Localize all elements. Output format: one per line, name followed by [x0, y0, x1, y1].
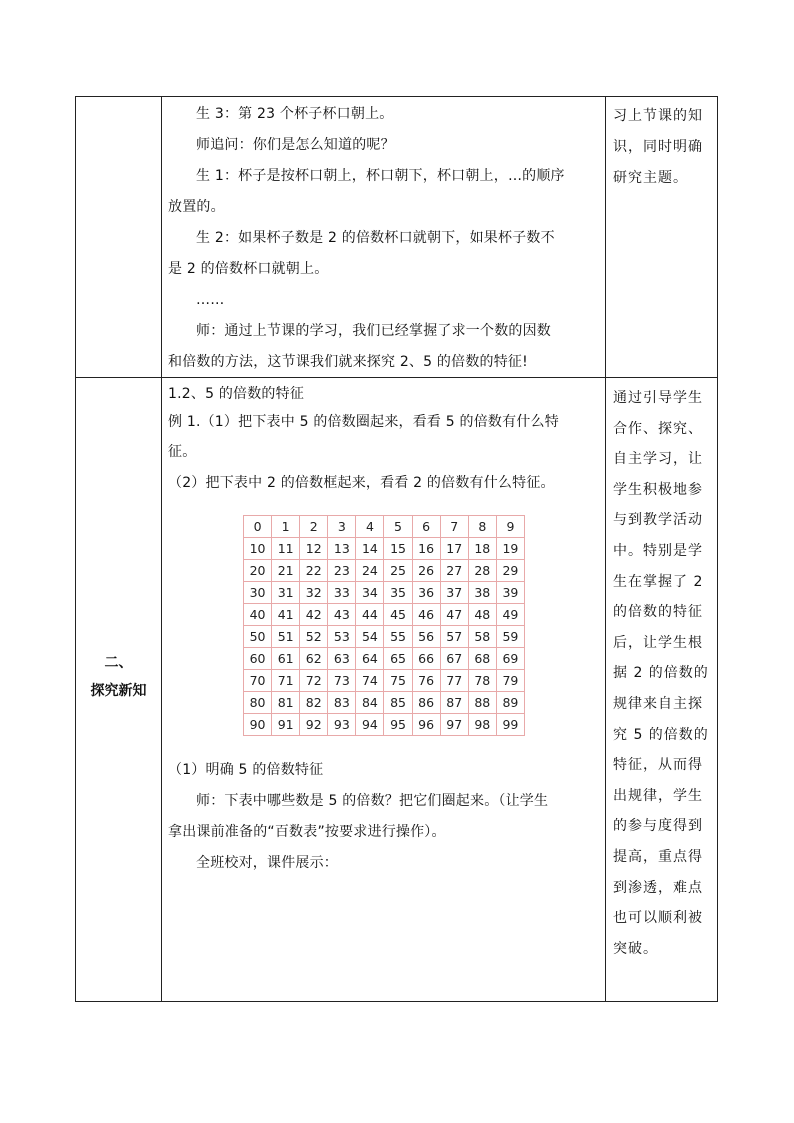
chart-cell: 3 — [328, 516, 356, 538]
chart-cell: 81 — [272, 692, 300, 714]
intent-line: 据 2 的倍数的 — [613, 665, 709, 682]
chart-cell: 62 — [300, 648, 328, 670]
chart-cell: 50 — [244, 626, 272, 648]
chart-cell: 57 — [440, 626, 468, 648]
chart-cell: 17 — [440, 538, 468, 560]
chart-cell: 93 — [328, 714, 356, 736]
chart-cell: 9 — [496, 516, 524, 538]
chart-cell: 7 — [440, 516, 468, 538]
chart-cell: 86 — [412, 692, 440, 714]
chart-cell: 72 — [300, 670, 328, 692]
chart-row — [244, 692, 525, 714]
chart-cell: 65 — [384, 648, 412, 670]
chart-cell: 51 — [272, 626, 300, 648]
chart-cell: 47 — [440, 604, 468, 626]
intent-line: 突破。 — [613, 940, 658, 957]
chart-row — [244, 714, 525, 736]
row2-content-after-chart — [168, 755, 598, 879]
row1-content — [168, 99, 598, 378]
row2-intent — [613, 383, 713, 964]
chart-cell: 2 — [300, 516, 328, 538]
chart-cell: 52 — [300, 626, 328, 648]
intent-line: 合作、探究、 — [613, 420, 703, 437]
chart-cell: 24 — [356, 560, 384, 582]
intent-line: 自主学习，让 — [613, 451, 703, 468]
chart-cell: 25 — [384, 560, 412, 582]
chart-cell: 35 — [384, 582, 412, 604]
chart-cell: 58 — [468, 626, 496, 648]
intent-line: 出规律，学生 — [613, 787, 703, 804]
chart-cell: 40 — [244, 604, 272, 626]
text-line: 师：下表中哪些数是 5 的倍数？把它们圈起来。（让学生 — [196, 793, 549, 809]
intent-line: 生在掌握了 2 — [613, 573, 704, 590]
chart-row — [244, 582, 525, 604]
chart-cell: 33 — [328, 582, 356, 604]
intent-line: 也可以顺利被 — [613, 910, 703, 927]
chart-cell: 29 — [496, 560, 524, 582]
column-divider — [605, 97, 606, 1001]
intent-line: 识，同时明确 — [613, 139, 703, 155]
chart-cell: 28 — [468, 560, 496, 582]
chart-cell: 45 — [384, 604, 412, 626]
chart-cell: 11 — [272, 538, 300, 560]
text-line: 全班校对，课件展示： — [196, 855, 338, 871]
chart-cell: 99 — [496, 714, 524, 736]
chart-cell: 89 — [496, 692, 524, 714]
chart-cell: 6 — [412, 516, 440, 538]
intent-line: 中。特别是学 — [613, 542, 703, 559]
chart-cell: 26 — [412, 560, 440, 582]
chart-cell: 43 — [328, 604, 356, 626]
section-heading: 1.2、5 的倍数的特征 — [168, 386, 305, 402]
stage-number: 二、 — [104, 655, 133, 671]
chart-cell: 16 — [412, 538, 440, 560]
chart-cell: 56 — [412, 626, 440, 648]
text-line: 征。 — [168, 444, 197, 460]
intent-line: 的倍数的特征 — [613, 604, 703, 621]
chart-cell: 21 — [272, 560, 300, 582]
text-line: 生 3：第 23 个杯子杯口朝上。 — [196, 106, 394, 122]
chart-cell: 73 — [328, 670, 356, 692]
chart-cell: 69 — [496, 648, 524, 670]
text-line: （1）明确 5 的倍数特征 — [168, 762, 324, 778]
chart-cell: 32 — [300, 582, 328, 604]
chart-cell: 8 — [468, 516, 496, 538]
chart-row — [244, 538, 525, 560]
chart-cell: 53 — [328, 626, 356, 648]
chart-cell: 15 — [384, 538, 412, 560]
chart-cell: 66 — [412, 648, 440, 670]
intent-line: 规律来自主探 — [613, 695, 703, 712]
hundred-chart — [243, 515, 525, 736]
chart-cell: 48 — [468, 604, 496, 626]
lesson-table — [75, 96, 718, 1002]
intent-line: 究 5 的倍数的 — [613, 726, 709, 743]
chart-cell: 42 — [300, 604, 328, 626]
chart-cell: 77 — [440, 670, 468, 692]
chart-cell: 98 — [468, 714, 496, 736]
chart-cell: 79 — [496, 670, 524, 692]
chart-cell: 80 — [244, 692, 272, 714]
chart-cell: 67 — [440, 648, 468, 670]
chart-row — [244, 648, 525, 670]
text-line: …… — [196, 292, 225, 308]
chart-cell: 49 — [496, 604, 524, 626]
text-line: 是 2 的倍数杯口就朝上。 — [168, 261, 329, 277]
chart-cell: 19 — [496, 538, 524, 560]
intent-line: 研究主题。 — [613, 170, 688, 186]
chart-cell: 64 — [356, 648, 384, 670]
text-line: 师：通过上节课的学习，我们已经掌握了求一个数的因数 — [196, 323, 551, 339]
text-line: 拿出课前准备的“百数表”按要求进行操作）。 — [168, 824, 446, 840]
intent-line: 通过引导学生 — [613, 390, 703, 406]
intent-line: 的参与度得到 — [613, 818, 703, 835]
chart-cell: 75 — [384, 670, 412, 692]
chart-cell: 39 — [496, 582, 524, 604]
chart-cell: 87 — [440, 692, 468, 714]
chart-cell: 78 — [468, 670, 496, 692]
chart-cell: 94 — [356, 714, 384, 736]
intent-line: 后，让学生根 — [613, 634, 703, 651]
chart-cell: 68 — [468, 648, 496, 670]
chart-cell: 5 — [384, 516, 412, 538]
chart-cell: 27 — [440, 560, 468, 582]
chart-cell: 4 — [356, 516, 384, 538]
chart-cell: 14 — [356, 538, 384, 560]
chart-cell: 63 — [328, 648, 356, 670]
chart-cell: 13 — [328, 538, 356, 560]
text-line: （2）把下表中 2 的倍数框起来，看看 2 的倍数有什么特征。 — [168, 475, 555, 491]
chart-cell: 90 — [244, 714, 272, 736]
chart-cell: 46 — [412, 604, 440, 626]
row1-intent — [613, 101, 713, 194]
chart-cell: 18 — [468, 538, 496, 560]
chart-cell: 96 — [412, 714, 440, 736]
chart-cell: 84 — [356, 692, 384, 714]
chart-cell: 71 — [272, 670, 300, 692]
chart-cell: 31 — [272, 582, 300, 604]
text-line: 师追问：你们是怎么知道的呢？ — [196, 137, 395, 153]
chart-row — [244, 670, 525, 692]
chart-cell: 0 — [244, 516, 272, 538]
chart-cell: 61 — [272, 648, 300, 670]
chart-row — [244, 516, 525, 538]
chart-cell: 22 — [300, 560, 328, 582]
text-line: 放置的。 — [168, 199, 225, 215]
chart-cell: 92 — [300, 714, 328, 736]
text-line: 生 1：杯子是按杯口朝上，杯口朝下，杯口朝上，…的顺序 — [196, 168, 565, 184]
chart-cell: 70 — [244, 670, 272, 692]
chart-cell: 88 — [468, 692, 496, 714]
text-line: 例 1.（1）把下表中 5 的倍数圈起来，看看 5 的倍数有什么特 — [168, 414, 559, 430]
chart-cell: 85 — [384, 692, 412, 714]
chart-cell: 44 — [356, 604, 384, 626]
chart-row — [244, 626, 525, 648]
chart-cell: 55 — [384, 626, 412, 648]
chart-cell: 74 — [356, 670, 384, 692]
chart-cell: 41 — [272, 604, 300, 626]
chart-cell: 12 — [300, 538, 328, 560]
intent-line: 与到教学活动 — [613, 512, 703, 529]
chart-cell: 91 — [272, 714, 300, 736]
chart-cell: 82 — [300, 692, 328, 714]
text-line: 生 2：如果杯子数是 2 的倍数杯口就朝下，如果杯子数不 — [196, 230, 555, 246]
chart-cell: 1 — [272, 516, 300, 538]
chart-cell: 38 — [468, 582, 496, 604]
chart-cell: 10 — [244, 538, 272, 560]
chart-cell: 37 — [440, 582, 468, 604]
intent-line: 特征，从而得 — [613, 757, 703, 774]
column-divider — [161, 97, 162, 1001]
chart-cell: 20 — [244, 560, 272, 582]
intent-line: 提高，重点得 — [613, 848, 703, 865]
intent-line: 学生积极地参 — [613, 481, 703, 498]
stage-name: 探究新知 — [90, 683, 147, 699]
chart-cell: 34 — [356, 582, 384, 604]
chart-row — [244, 560, 525, 582]
chart-cell: 36 — [412, 582, 440, 604]
chart-cell: 54 — [356, 626, 384, 648]
intent-line: 习上节课的知 — [613, 108, 703, 124]
text-line: 和倍数的方法，这节课我们就来探究 2、5 的倍数的特征! — [168, 354, 528, 370]
chart-cell: 30 — [244, 582, 272, 604]
chart-cell: 59 — [496, 626, 524, 648]
chart-row — [244, 604, 525, 626]
chart-cell: 76 — [412, 670, 440, 692]
chart-cell: 60 — [244, 648, 272, 670]
chart-cell: 83 — [328, 692, 356, 714]
chart-cell: 95 — [384, 714, 412, 736]
chart-cell: 97 — [440, 714, 468, 736]
chart-cell: 23 — [328, 560, 356, 582]
intent-line: 到渗透，难点 — [613, 879, 703, 896]
row2-content — [168, 381, 598, 499]
